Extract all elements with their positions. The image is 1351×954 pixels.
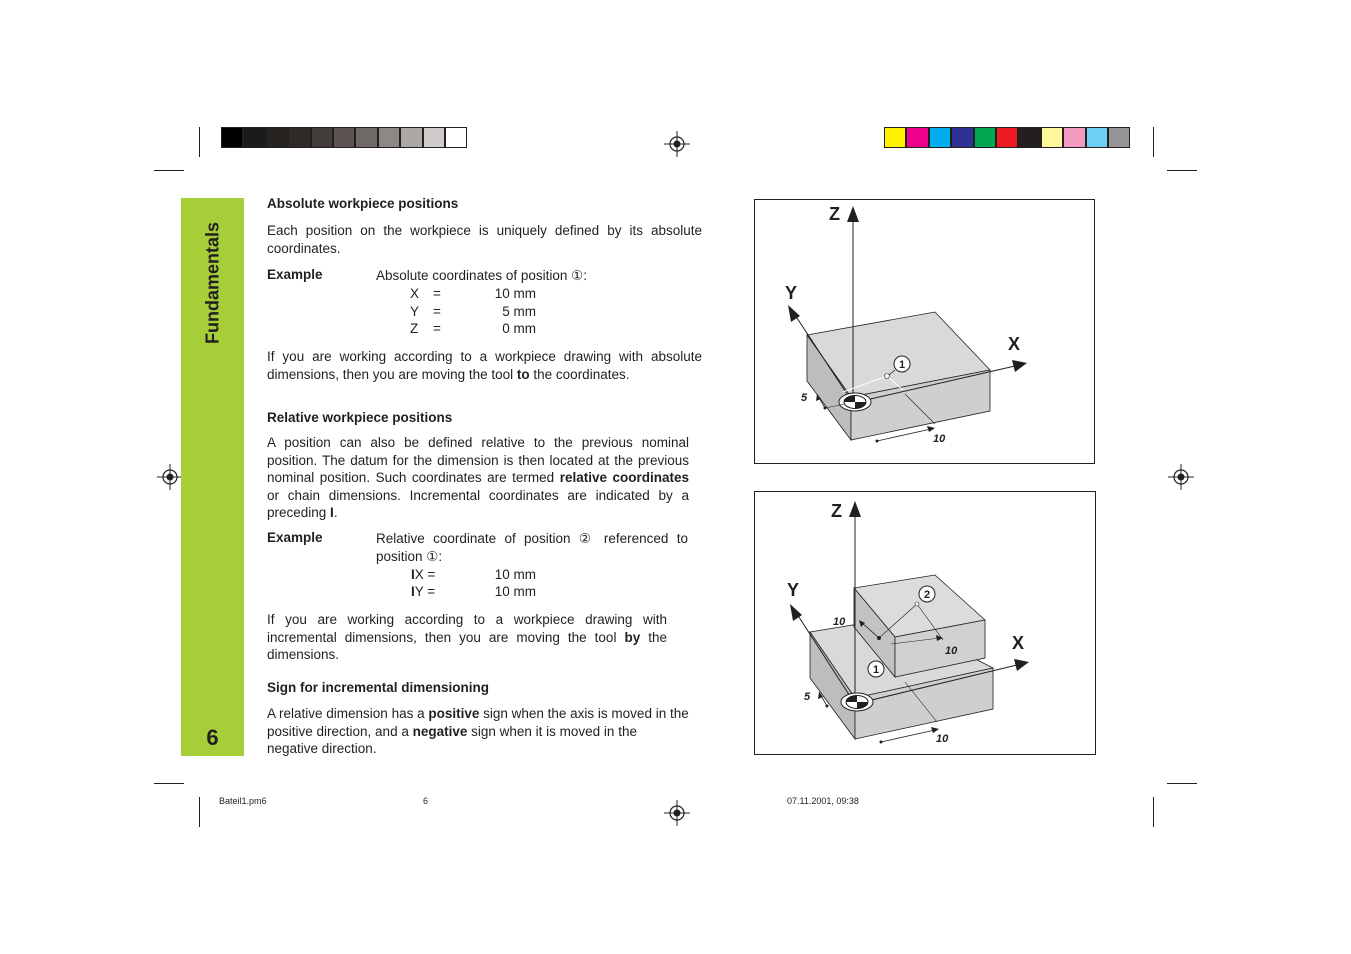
registration-mark-icon <box>157 464 183 490</box>
z-axis-label: Z <box>829 204 840 224</box>
example-label: Example <box>267 530 323 545</box>
absolute-diagram <box>755 200 1094 463</box>
crop-mark <box>199 127 200 157</box>
crop-mark <box>154 783 184 784</box>
color-swatch <box>1086 127 1108 148</box>
color-swatch <box>423 127 445 148</box>
coord-value: 0 mm <box>502 321 536 336</box>
color-swatch <box>1041 127 1063 148</box>
registration-mark-icon <box>664 800 690 826</box>
crop-mark <box>154 170 184 171</box>
footer-page: 6 <box>423 796 429 806</box>
color-swatch <box>243 127 265 148</box>
page-number: 6 <box>206 725 219 750</box>
section-heading-sign: Sign for incremental dimensioning <box>267 680 490 695</box>
y-axis-label: Y <box>785 283 798 303</box>
dimension-y: 5 <box>801 392 808 404</box>
position-2-marker: 2 <box>923 589 931 601</box>
color-swatch <box>311 127 333 148</box>
section-heading-absolute: Absolute workpiece positions <box>267 196 459 211</box>
figure-absolute-coordinates <box>754 199 1095 464</box>
example-text: Relative coordinate of position ② referenced to position ①: <box>376 531 688 564</box>
color-swatch <box>1108 127 1130 148</box>
coord-equals: = <box>433 286 441 301</box>
example-text: Absolute coordinates of position ①: <box>376 268 587 283</box>
coord-axis: Y <box>410 304 420 319</box>
relative-diagram <box>755 492 1095 754</box>
color-swatch <box>1018 127 1040 148</box>
z-axis-label: Z <box>831 501 842 521</box>
registration-mark-icon <box>664 131 690 157</box>
section-heading-relative: Relative workpiece positions <box>267 410 453 425</box>
position-1-marker: 1 <box>872 664 880 676</box>
color-swatch <box>266 127 288 148</box>
paragraph-absolute-intro: Each position on the workpiece is uniquely defined by its absolute coordinates. <box>267 223 702 256</box>
crop-mark <box>1167 170 1197 171</box>
registration-mark-icon <box>1168 464 1194 490</box>
coord-value: 10 mm <box>494 286 536 301</box>
crop-mark <box>1167 783 1197 784</box>
figure-relative-coordinates <box>754 491 1096 755</box>
y-axis-label: Y <box>787 580 800 600</box>
paragraph-absolute-outro: If you are working according to a workpiece drawing with absolute dimensions, then you are moving the tool to the coordinates. <box>267 349 702 382</box>
color-swatch <box>333 127 355 148</box>
crop-mark <box>1153 797 1154 827</box>
color-swatch <box>445 127 467 148</box>
dimension-y-incremental: 10 <box>833 616 846 628</box>
color-swatch <box>221 127 243 148</box>
x-axis-label: X <box>1008 334 1021 354</box>
paragraph-relative-outro: If you are working according to a workpiece drawing with incremental dimensions, then you are moving the tool by the dimensions. <box>267 612 667 662</box>
crop-mark <box>199 797 200 827</box>
coord-value: 10 mm <box>494 567 536 582</box>
example-label: Example <box>267 267 323 282</box>
x-axis-label: X <box>1012 633 1025 653</box>
paragraph-relative: A position can also be defined relative to the previous nominal position. The datum for the dimension is then located at the previous nominal position. Such coordinates are termed relative coordinates or chain dimensions. Incremental coordinates are indicated by a preceding I. <box>267 435 689 520</box>
dimension-x: 10 <box>936 733 949 745</box>
footer-datetime: 07.11.2001, 09:38 <box>787 796 859 806</box>
coord-value: 5 mm <box>502 304 536 319</box>
color-swatch <box>1063 127 1085 148</box>
coord-equals: = <box>433 321 441 336</box>
color-swatch <box>906 127 928 148</box>
color-swatch <box>288 127 310 148</box>
color-swatch <box>355 127 377 148</box>
color-swatch <box>400 127 422 148</box>
color-swatch <box>378 127 400 148</box>
coord-value: 10 mm <box>494 584 536 599</box>
color-swatch <box>974 127 996 148</box>
crop-mark <box>1153 127 1154 157</box>
coord-axis: Z <box>410 321 419 336</box>
color-swatch <box>951 127 973 148</box>
dimension-y: 5 <box>804 691 811 703</box>
chapter-title: Fundamentals <box>202 221 222 345</box>
color-swatch <box>884 127 906 148</box>
footer-filename: Bateil1.pm6 <box>219 796 267 806</box>
coord-axis: IY = <box>411 584 436 599</box>
dimension-x-incremental: 10 <box>945 645 958 657</box>
color-swatch <box>996 127 1018 148</box>
position-1-marker: 1 <box>898 359 906 371</box>
coord-axis: IX = <box>411 567 436 582</box>
paragraph-sign: A relative dimension has a positive sign when the axis is moved in the positive direction, and a negative sign when it is moved in the negative direction. <box>267 706 689 756</box>
dimension-x: 10 <box>933 433 946 445</box>
coord-axis: X <box>410 286 420 301</box>
color-swatch <box>929 127 951 148</box>
coord-equals: = <box>433 304 441 319</box>
